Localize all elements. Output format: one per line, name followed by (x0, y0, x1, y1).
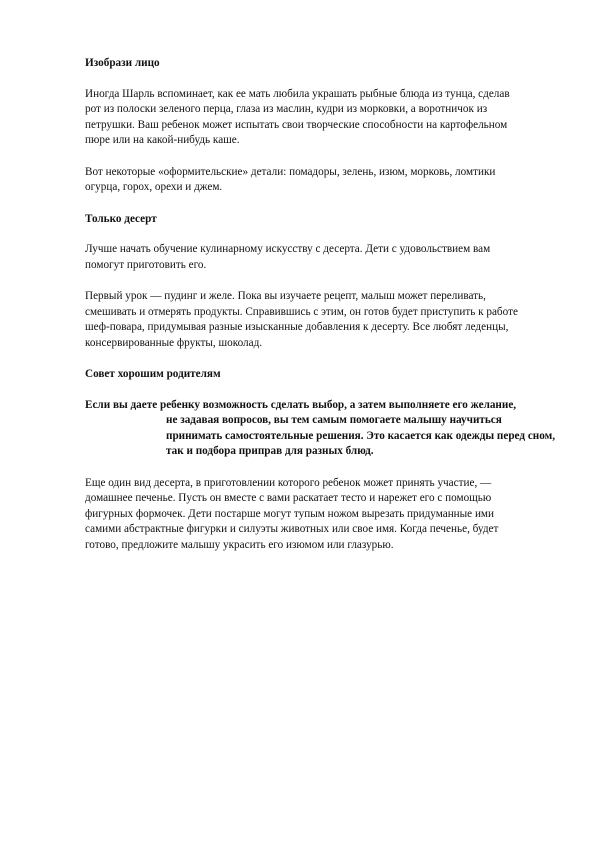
document-page (85, 56, 555, 569)
tip-line: не задавая вопросов, вы тем самым помогаете малышу научиться (166, 414, 502, 426)
text-line: рот из полоски зеленого перца, глаза из маслин, кудри из морковки, а воротничок из (85, 103, 488, 115)
text-line: домашнее печенье. Пусть он вместе с вами раскатает тесто и нарежет его с помощью (85, 492, 492, 504)
section-heading-parents-tip: Совет хорошим родителям (85, 368, 221, 380)
text-line: шеф-повара, придумывая разные изысканные добавления к десерту. Все любят леденцы, (85, 321, 509, 333)
text-line: петрушки. Ваш ребенок может испытать свои творческие способности на картофельном (85, 118, 508, 131)
tip-line: принимать самостоятельные решения. Это касается как одежды перед сном, (166, 429, 556, 442)
paragraph (85, 87, 555, 149)
text-line: Первый урок — пудинг и желе. Пока вы изучаете рецепт, малыш может переливать, (85, 290, 486, 302)
text-line: Еще один вид десерта, в приготовлении которого ребенок может принять участие, — (85, 476, 492, 489)
paragraph (85, 289, 555, 351)
text-line: огурца, горох, орехи и джем. (85, 181, 223, 193)
section-heading-dessert: Только десерт (85, 212, 157, 225)
tip-line: Если вы даете ребенку возможность сделать выбор, а затем выполняете его желание, (85, 398, 517, 411)
paragraph (85, 476, 555, 554)
paragraph (85, 165, 555, 196)
text-line: пюре или на какой-нибудь каше. (85, 134, 240, 146)
parents-tip-block (85, 398, 555, 460)
section-heading-face: Изобрази лицо (85, 57, 160, 69)
text-line: смешивать и отмерять продукты. Справившись с этим, он готов будет приступить к работе (85, 305, 518, 318)
text-line: самими абстрактные фигурки и силуэты животных или свое имя. Когда печенье, будет (85, 523, 499, 535)
text-line: фигурных формочек. Дети постарше могут тупым ножом вырезать придуманные ими (85, 507, 494, 520)
text-line: помогут приготовить его. (85, 258, 207, 271)
text-line: готово, предложите малышу украсить его изюмом или глазурью. (85, 538, 394, 551)
tip-line: так и подбора приправ для разных блюд. (166, 445, 374, 457)
text-line: консервированные фрукты, шоколад. (85, 336, 263, 349)
text-line: Иногда Шарль вспоминает, как ее мать любила украшать рыбные блюда из тунца, сделав (85, 87, 510, 100)
paragraph (85, 242, 555, 273)
text-line: Лучше начать обучение кулинарному искусству с десерта. Дети с удовольствием вам (85, 243, 491, 255)
text-line: Вот некоторые «оформительские» детали: помадоры, зелень, изюм, морковь, ломтики (85, 165, 496, 178)
